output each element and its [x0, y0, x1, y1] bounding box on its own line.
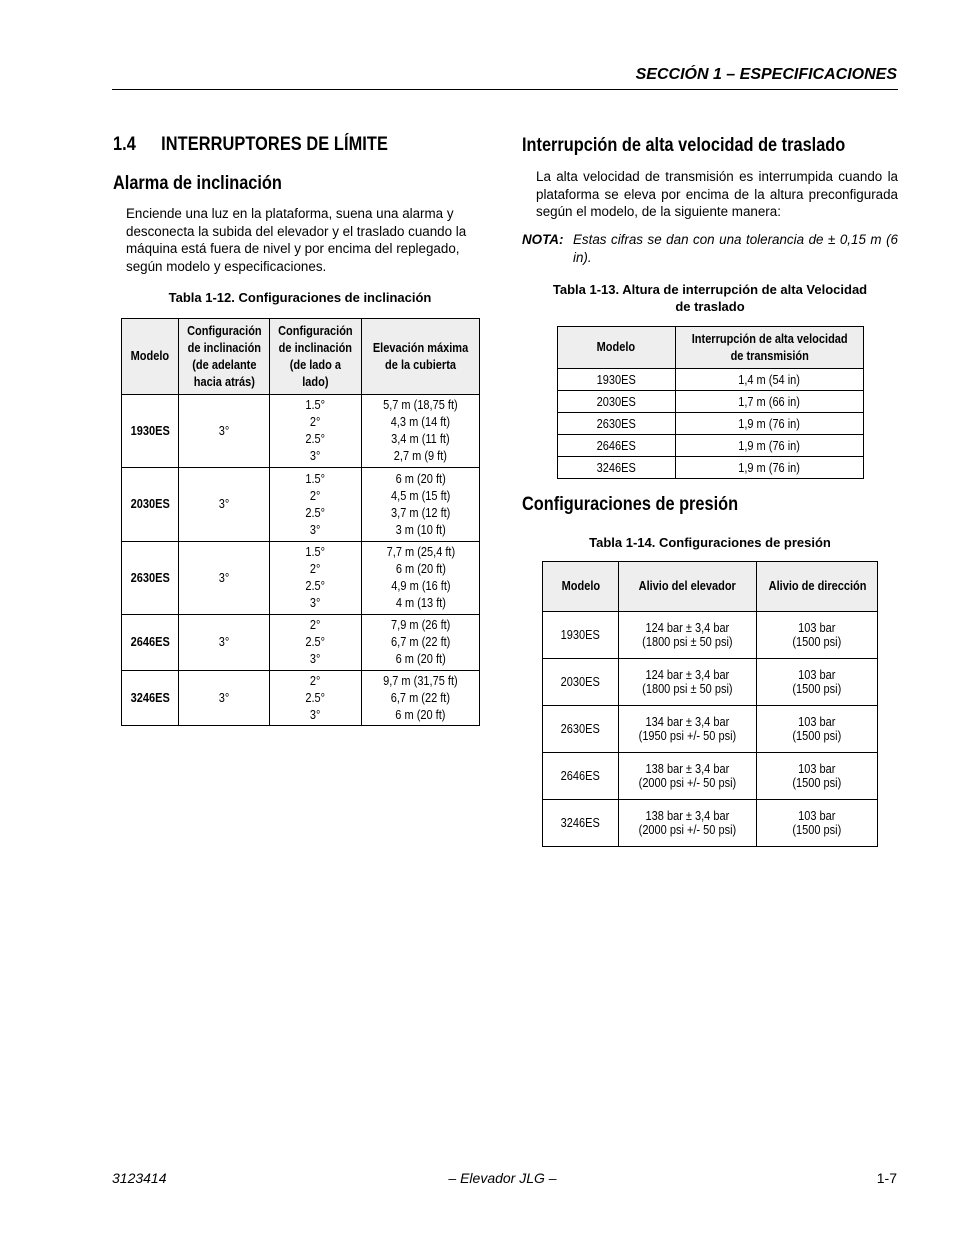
table-row: [558, 435, 864, 457]
high-speed-cutout-heading: Interrupción de alta velocidad de traslado: [522, 135, 846, 156]
pressure-table: [542, 561, 878, 847]
table-row: [558, 457, 864, 479]
section-number: 1.4: [113, 134, 136, 155]
tilt-config-table: [121, 318, 480, 726]
model-cell: 2630ES: [543, 706, 619, 753]
section-heading: [113, 134, 388, 156]
front-back-cell: 3°: [178, 542, 270, 615]
column-header: Configuración de inclinación (de lado a lado): [270, 319, 362, 395]
column-header: Modelo: [558, 327, 676, 369]
value-cell: 1,9 m (76 in): [675, 435, 863, 457]
table-row: [543, 706, 878, 753]
front-back-cell: 3°: [178, 468, 270, 542]
table-header-row: [543, 562, 878, 612]
lift-relief-cell: 138 bar ± 3,4 bar (2000 psi +/- 50 psi): [618, 753, 757, 800]
column-header: Configuración de inclinación (de adelante hacia atrás): [178, 319, 270, 395]
column-header: Modelo: [543, 562, 619, 612]
page-number: 1-7: [876, 1170, 897, 1186]
elevation-cell: 5,7 m (18,75 ft) 4,3 m (14 ft) 3,4 m (11 ft) 2,7 m (9 ft): [361, 395, 479, 468]
lift-relief-cell: 124 bar ± 3,4 bar (1800 psi ± 50 psi): [618, 612, 757, 659]
column-header: Alivio del elevador: [618, 562, 757, 612]
steer-relief-cell: 103 bar (1500 psi): [757, 753, 878, 800]
steer-relief-cell: 103 bar (1500 psi): [757, 659, 878, 706]
side-cell: 2° 2.5° 3°: [270, 671, 362, 726]
table-row: [543, 659, 878, 706]
column-header: Modelo: [122, 319, 179, 395]
column-header: Elevación máxima de la cubierta: [361, 319, 479, 395]
side-cell: 1.5° 2° 2.5° 3°: [270, 395, 362, 468]
table-row: [122, 395, 480, 468]
model-cell: 2630ES: [558, 413, 676, 435]
steer-relief-cell: 103 bar (1500 psi): [757, 612, 878, 659]
section-header-title: SECCIÓN 1 – ESPECIFICACIONES: [635, 66, 897, 83]
model-cell: 2646ES: [122, 615, 179, 671]
model-cell: 2646ES: [543, 753, 619, 800]
model-cell: 2030ES: [558, 391, 676, 413]
table-row: [558, 413, 864, 435]
side-cell: 1.5° 2° 2.5° 3°: [270, 542, 362, 615]
pressure-table-caption: Tabla 1-14. Configuraciones de presión: [589, 535, 831, 550]
steer-relief-cell: 103 bar (1500 psi): [757, 800, 878, 847]
tilt-alarm-text: Enciende una luz en la plataforma, suena una alarma y desconecta la subida del elevador y el traslado cuando la máquina está fuera de nivel y por encima del replegado, según modelo y especificaciones.: [126, 206, 467, 274]
side-cell: 1.5° 2° 2.5° 3°: [270, 468, 362, 542]
column-header: Alivio de dirección: [757, 562, 878, 612]
value-cell: 1,9 m (76 in): [675, 413, 863, 435]
table-row: [122, 671, 480, 726]
lift-relief-cell: 138 bar ± 3,4 bar (2000 psi +/- 50 psi): [618, 800, 757, 847]
header-rule: [112, 89, 898, 90]
steer-relief-cell: 103 bar (1500 psi): [757, 706, 878, 753]
front-back-cell: 3°: [178, 395, 270, 468]
footer-center-title: – Elevador JLG –: [448, 1170, 557, 1186]
value-cell: 1,7 m (66 in): [675, 391, 863, 413]
value-cell: 1,4 m (54 in): [675, 369, 863, 391]
front-back-cell: 3°: [178, 615, 270, 671]
high-speed-table: [557, 326, 864, 479]
table-row: [558, 369, 864, 391]
front-back-cell: 3°: [178, 671, 270, 726]
table-row: [122, 542, 480, 615]
side-cell: 2° 2.5° 3°: [270, 615, 362, 671]
model-cell: 3246ES: [543, 800, 619, 847]
model-cell: 2030ES: [122, 468, 179, 542]
model-cell: 2646ES: [558, 435, 676, 457]
table-row: [543, 612, 878, 659]
high-speed-cutout-text: La alta velocidad de transmisión es interrumpida cuando la plataforma se eleva por encima de la altura preconfigurada según el modelo, de la siguiente manera:: [536, 169, 898, 219]
document-number: 3123414: [112, 1170, 167, 1186]
model-cell: 2030ES: [543, 659, 619, 706]
elevation-cell: 7,7 m (25,4 ft) 6 m (20 ft) 4,9 m (16 ft) 4 m (13 ft): [361, 542, 479, 615]
tilt-alarm-heading: Alarma de inclinación: [113, 173, 282, 194]
note-label: NOTA:: [522, 232, 564, 247]
table-header-row: [122, 319, 480, 395]
column-header: Interrupción de alta velocidad de transmisión: [675, 327, 863, 369]
table-header-row: [558, 327, 864, 369]
model-cell: 1930ES: [122, 395, 179, 468]
elevation-cell: 9,7 m (31,75 ft) 6,7 m (22 ft) 6 m (20 ft): [361, 671, 479, 726]
lift-relief-cell: 124 bar ± 3,4 bar (1800 psi ± 50 psi): [618, 659, 757, 706]
table-row: [543, 753, 878, 800]
table-row: [122, 468, 480, 542]
section-title: INTERRUPTORES DE LÍMITE: [161, 134, 388, 155]
value-cell: 1,9 m (76 in): [675, 457, 863, 479]
pressure-settings-heading: Configuraciones de presión: [522, 494, 739, 515]
table-row: [543, 800, 878, 847]
elevation-cell: 7,9 m (26 ft) 6,7 m (22 ft) 6 m (20 ft): [361, 615, 479, 671]
table-row: [558, 391, 864, 413]
table-row: [122, 615, 480, 671]
model-cell: 1930ES: [543, 612, 619, 659]
lift-relief-cell: 134 bar ± 3,4 bar (1950 psi +/- 50 psi): [618, 706, 757, 753]
model-cell: 3246ES: [558, 457, 676, 479]
tilt-table-caption: Tabla 1-12. Configuraciones de inclinación: [168, 290, 432, 305]
model-cell: 2630ES: [122, 542, 179, 615]
elevation-cell: 6 m (20 ft) 4,5 m (15 ft) 3,7 m (12 ft) 3 m (10 ft): [361, 468, 479, 542]
note-text: Estas cifras se dan con una tolerancia de ± 0,15 m (6 in).: [573, 232, 898, 265]
model-cell: 1930ES: [558, 369, 676, 391]
model-cell: 3246ES: [122, 671, 179, 726]
note: [522, 231, 898, 266]
high-speed-table-caption: Tabla 1-13. Altura de interrupción de alta Velocidad de traslado: [552, 282, 868, 314]
